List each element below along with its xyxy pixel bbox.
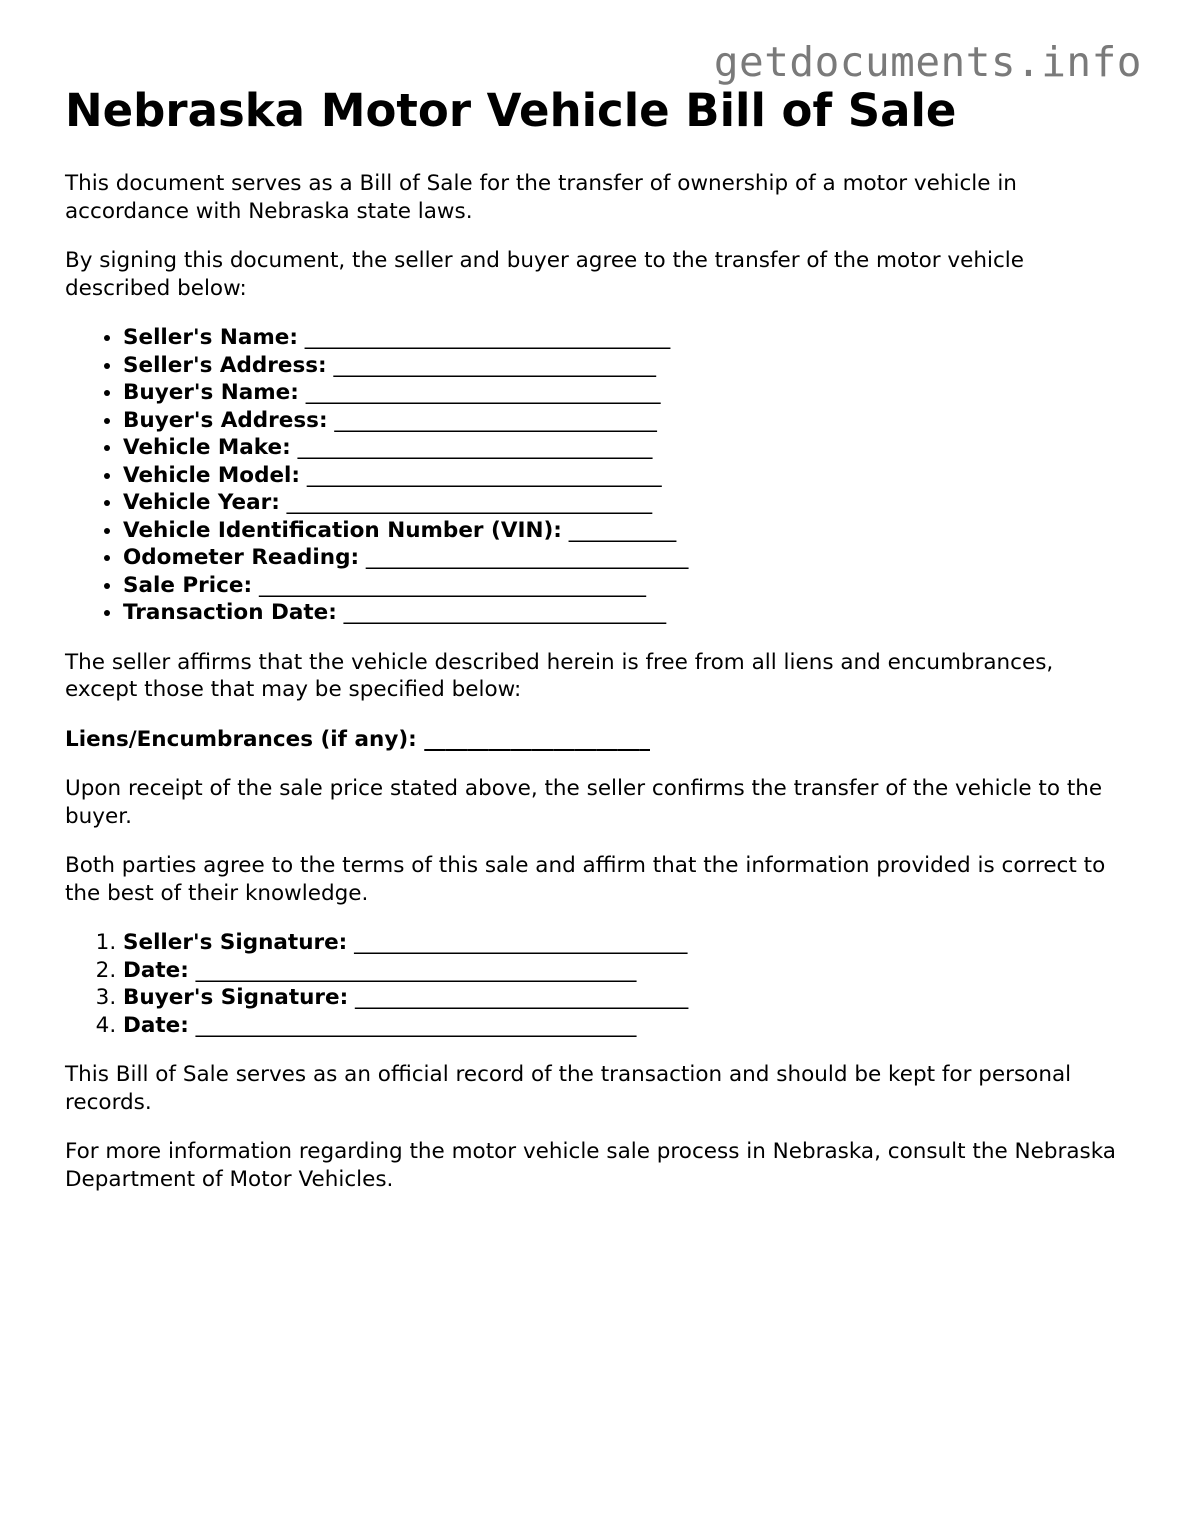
field-vehicle-year [123, 489, 1125, 517]
signing-paragraph: By signing this document, the seller and buyer agree to the transfer of the motor vehicle described below: [65, 248, 1024, 301]
field-label: Liens/Encumbrances (if any): [65, 726, 417, 752]
blank-line: _________________________________ [305, 380, 661, 405]
watermark: getdocuments.info [713, 38, 1142, 86]
blank-line: _________________________________ [306, 462, 662, 488]
field-buyers-name [123, 379, 1125, 407]
field-label: Vehicle Identification Number (VIN): [123, 517, 562, 543]
field-seller-date [123, 957, 1125, 985]
blank-line: __________________________________ [304, 325, 671, 350]
document-page [65, 84, 1125, 1215]
blank-line: ______________________________ [365, 545, 689, 570]
liens-field [65, 726, 1125, 754]
document-title: Nebraska Motor Vehicle Bill of Sale [65, 84, 957, 137]
blank-line: _______________________________ [355, 985, 689, 1010]
field-sale-price [123, 572, 1125, 600]
field-sellers-name [123, 324, 1125, 352]
field-buyer-date [123, 1012, 1125, 1040]
field-label: Sale Price: [123, 572, 253, 598]
field-sellers-signature [123, 929, 1125, 957]
field-vehicle-make [123, 434, 1125, 462]
field-label: Buyer's Signature: [123, 985, 349, 1010]
intro-paragraph: This document serves as a Bill of Sale for the transfer of ownership of a motor vehicle in accordance with Nebraska state laws. [65, 171, 1017, 224]
field-odometer-reading [123, 544, 1125, 572]
field-sellers-address [123, 352, 1125, 380]
blank-line: _________________________________________ [195, 1012, 637, 1038]
field-label: Seller's Address: [123, 352, 327, 378]
field-label: Odometer Reading: [123, 545, 360, 570]
blank-line: ____________________________________ [258, 572, 646, 598]
field-buyers-signature [123, 984, 1125, 1012]
field-label: Buyer's Address: [123, 407, 328, 433]
blank-line: ______________________________ [334, 407, 657, 433]
blank-line: ______________________________ [333, 352, 656, 378]
receipt-paragraph: Upon receipt of the sale price stated above, the seller confirms the transfer of the vehicle to the buyer. [65, 776, 1103, 829]
record-paragraph: This Bill of Sale serves as an official record of the transaction and should be kept for personal records. [65, 1062, 1072, 1115]
field-label: Seller's Signature: [123, 930, 348, 955]
field-label: Vehicle Model: [123, 462, 301, 488]
blank-line: _________________________________________ [195, 957, 637, 983]
vehicle-fields-list [65, 324, 1125, 627]
blank-line: _________________________________ [297, 435, 653, 460]
field-transaction-date [123, 599, 1125, 627]
blank-line: ______________________________ [343, 600, 667, 625]
liens-paragraph: The seller affirms that the vehicle described herein is free from all liens and encumbrances, except those that may be specified below: [65, 649, 1054, 702]
field-vin [123, 517, 1125, 545]
field-buyers-address [123, 407, 1125, 435]
signatures-list [65, 929, 1125, 1039]
field-vehicle-model [123, 462, 1125, 490]
agreement-paragraph: Both parties agree to the terms of this sale and affirm that the information provided is correct to the best of their knowledge. [65, 853, 1106, 906]
dmv-paragraph: For more information regarding the motor vehicle sale process in Nebraska, consult the Nebraska Department of Motor Vehicles. [65, 1139, 1116, 1192]
blank-line: _______________________________ [354, 930, 688, 955]
field-label: Vehicle Make: [123, 435, 291, 460]
field-label: Transaction Date: [123, 600, 337, 625]
field-label: Buyer's Name: [123, 380, 299, 405]
field-label: Seller's Name: [123, 325, 298, 350]
field-label: Date: [123, 957, 189, 983]
blank-line: __________ [568, 517, 677, 543]
field-label: Date: [123, 1012, 189, 1038]
blank-line: _____________________ [424, 726, 651, 752]
field-label: Vehicle Year: [123, 490, 280, 515]
blank-line: __________________________________ [286, 490, 653, 515]
